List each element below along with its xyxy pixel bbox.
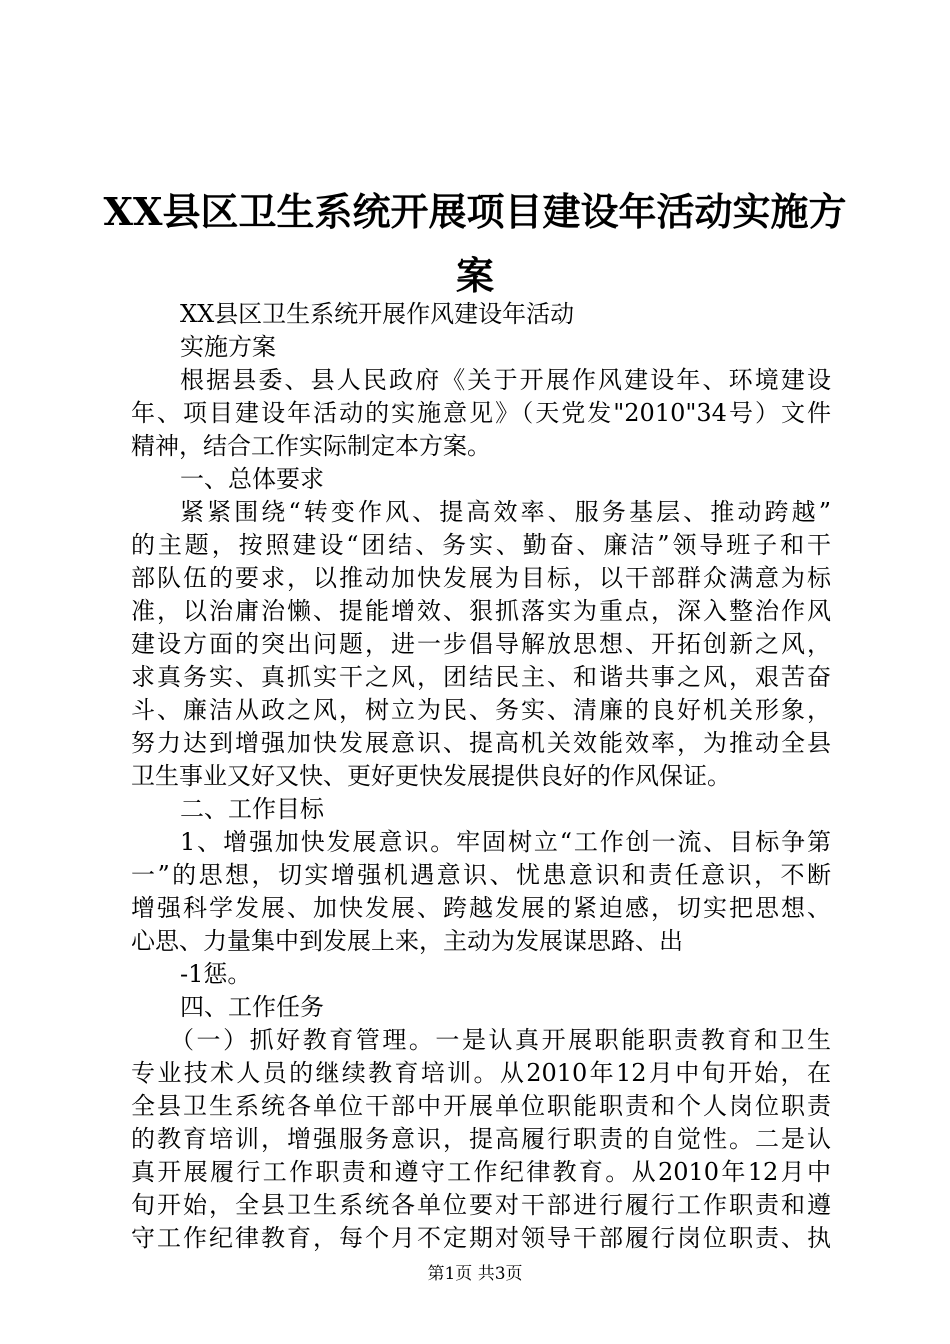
body-line: 真开展履行工作职责和遵守工作纪律教育。从2010年12月中 xyxy=(131,1158,831,1186)
body-line: 全县卫生系统各单位干部中开展单位职能职责和个人岗位职责 xyxy=(131,1092,831,1120)
body-line: 求真务实、真抓实干之风，团结民主、和谐共事之风，艰苦奋 xyxy=(131,663,831,691)
body-line: 专业技术人员的继续教育培训。从2010年12月中旬开始，在 xyxy=(131,1059,831,1087)
body-line: 建设方面的突出问题，进一步倡导解放思想、开拓创新之风， xyxy=(131,630,831,658)
body-line: 精神，结合工作实际制定本方案。 xyxy=(131,432,491,460)
page-footer: 第1页 共3页 xyxy=(427,1264,523,1284)
body-line: （一）抓好教育管理。一是认真开展职能职责教育和卫生 xyxy=(170,1026,831,1054)
body-line: 的主题，按照建设“团结、务实、勤奋、廉洁”领导班子和干 xyxy=(131,531,831,559)
body-line: 斗、廉洁从政之风，树立为民、务实、清廉的良好机关形象， xyxy=(131,696,831,724)
body-line: 卫生事业又好又快、更好更快发展提供良好的作风保证。 xyxy=(131,762,731,790)
body-line: 努力达到增强加快发展意识、提高机关效能效率，为推动全县 xyxy=(131,729,831,757)
body-line: 守工作纪律教育，每个月不定期对领导干部履行岗位职责、执 xyxy=(131,1224,831,1252)
section-heading: 一、总体要求 xyxy=(180,465,324,493)
document-title-line-1: XX县区卫生系统开展项目建设年活动实施方 xyxy=(103,189,847,234)
body-line: 心思、力量集中到发展上来，主动为发展谋思路、出 xyxy=(131,927,683,955)
body-line: 旬开始，全县卫生系统各单位要对干部进行履行工作职责和遵 xyxy=(131,1191,831,1219)
subtitle-line: 实施方案 xyxy=(180,333,276,361)
body-line: 1、增强加快发展意识。牢固树立“工作创一流、目标争第 xyxy=(180,828,831,856)
subtitle-line: XX县区卫生系统开展作风建设年活动 xyxy=(180,300,575,328)
body-line: 部队伍的要求，以推动加快发展为目标，以干部群众满意为标 xyxy=(131,564,831,592)
body-line: 准，以治庸治懒、提能增效、狠抓落实为重点，深入整治作风 xyxy=(131,597,831,625)
body-line: 紧紧围绕“转变作风、提高效率、服务基层、推动跨越” xyxy=(180,498,831,526)
body-line: -1惩。 xyxy=(180,960,252,988)
document-title-line-2: 案 xyxy=(455,253,494,298)
section-heading: 四、工作任务 xyxy=(180,993,324,1021)
body-line: 根据县委、县人民政府《关于开展作风建设年、环境建设 xyxy=(180,366,831,394)
body-line: 增强科学发展、加快发展、跨越发展的紧迫感，切实把思想、 xyxy=(131,894,831,922)
section-heading: 二、工作目标 xyxy=(180,795,324,823)
body-line: 年、项目建设年活动的实施意见》（天党发"2010"34号）文件 xyxy=(131,399,831,427)
body-line: 一”的思想，切实增强机遇意识、忧患意识和责任意识，不断 xyxy=(131,861,831,889)
body-line: 的教育培训，增强服务意识，提高履行职责的自觉性。二是认 xyxy=(131,1125,831,1153)
